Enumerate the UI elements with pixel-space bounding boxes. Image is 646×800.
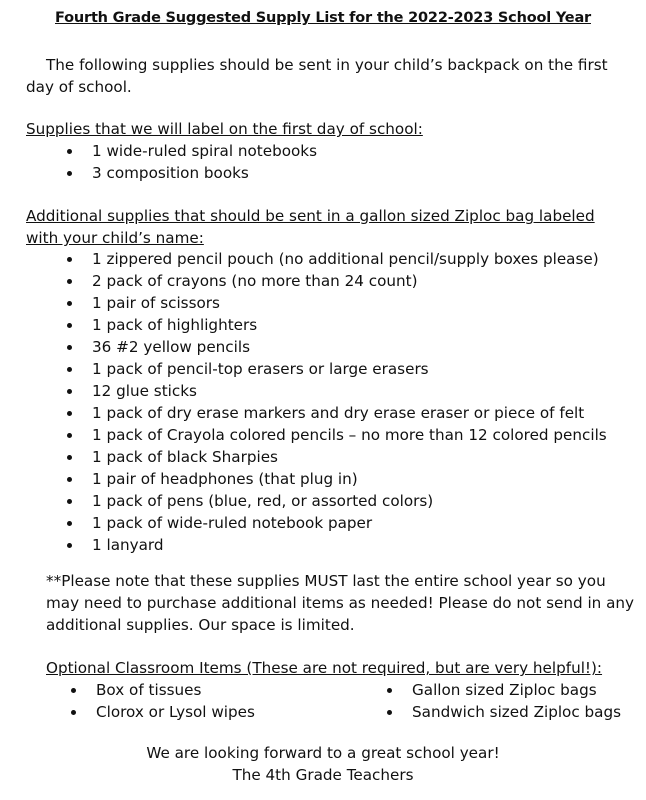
optional-items-left-list bbox=[68, 679, 255, 723]
list-item bbox=[384, 679, 621, 701]
list-item bbox=[68, 701, 255, 723]
page-title: Fourth Grade Suggested Supply List for the 2022-2023 School Year bbox=[55, 10, 591, 26]
list-item-text: 1 pair of scissors bbox=[92, 294, 220, 312]
list-item bbox=[384, 701, 621, 723]
additional-supplies-list bbox=[64, 248, 607, 556]
list-item-text: 1 pack of pencil-top erasers or large erasers bbox=[92, 360, 429, 378]
list-item-text: 1 pack of black Sharpies bbox=[92, 448, 278, 466]
list-item-text: 3 composition books bbox=[92, 164, 249, 182]
optional-items-heading: Optional Classroom Items (These are not required, but are very helpful!): bbox=[46, 659, 603, 677]
list-item-text: 1 pair of headphones (that plug in) bbox=[92, 470, 358, 488]
additional-supplies-heading: Additional supplies that should be sent in a gallon sized Ziploc bag labeled with your child’s name: bbox=[26, 207, 595, 247]
list-item bbox=[64, 446, 607, 468]
list-item bbox=[64, 424, 607, 446]
supplies-note: **Please note that these supplies MUST last the entire school year so you may need to purchase additional items as needed! Please do not send in any additional supplies. Our space is limited. bbox=[46, 572, 635, 634]
list-item-text: 1 pack of highlighters bbox=[92, 316, 258, 334]
list-item bbox=[64, 380, 607, 402]
optional-items-right-list bbox=[384, 679, 621, 723]
list-item bbox=[64, 140, 317, 162]
list-item-text: 1 pack of pens (blue, red, or assorted colors) bbox=[92, 492, 434, 510]
list-item bbox=[64, 336, 607, 358]
labeled-supplies-heading: Supplies that we will label on the first day of school: bbox=[26, 120, 423, 138]
list-item bbox=[64, 402, 607, 424]
list-item bbox=[64, 468, 607, 490]
list-item-text: 1 lanyard bbox=[92, 536, 164, 554]
list-item-text: Sandwich sized Ziploc bags bbox=[412, 703, 622, 721]
list-item-text: 1 pack of Crayola colored pencils – no more than 12 colored pencils bbox=[92, 426, 607, 444]
list-item-text: 12 glue sticks bbox=[92, 382, 197, 400]
list-item bbox=[64, 314, 607, 336]
intro-paragraph: The following supplies should be sent in your child’s backpack on the first day of school. bbox=[26, 56, 608, 96]
list-item-text: 36 #2 yellow pencils bbox=[92, 338, 250, 356]
closing-line: We are looking forward to a great school year! bbox=[146, 744, 500, 762]
list-item-text: 1 pack of wide-ruled notebook paper bbox=[92, 514, 373, 532]
signature-line: The 4th Grade Teachers bbox=[232, 766, 414, 784]
list-item bbox=[64, 358, 607, 380]
list-item bbox=[64, 270, 607, 292]
list-item-text: Clorox or Lysol wipes bbox=[96, 703, 255, 721]
list-item bbox=[64, 534, 607, 556]
labeled-supplies-list bbox=[64, 140, 317, 184]
list-item-text: 2 pack of crayons (no more than 24 count) bbox=[92, 272, 418, 290]
list-item bbox=[64, 490, 607, 512]
list-item bbox=[64, 248, 607, 270]
list-item-text: 1 zippered pencil pouch (no additional pencil/supply boxes please) bbox=[92, 250, 599, 268]
list-item-text: 1 pack of dry erase markers and dry erase eraser or piece of felt bbox=[92, 404, 585, 422]
list-item-text: Gallon sized Ziploc bags bbox=[412, 681, 597, 699]
list-item bbox=[64, 292, 607, 314]
list-item-text: 1 wide-ruled spiral notebooks bbox=[92, 142, 318, 160]
list-item bbox=[64, 512, 607, 534]
list-item bbox=[64, 162, 317, 184]
list-item bbox=[68, 679, 255, 701]
list-item-text: Box of tissues bbox=[96, 681, 202, 699]
